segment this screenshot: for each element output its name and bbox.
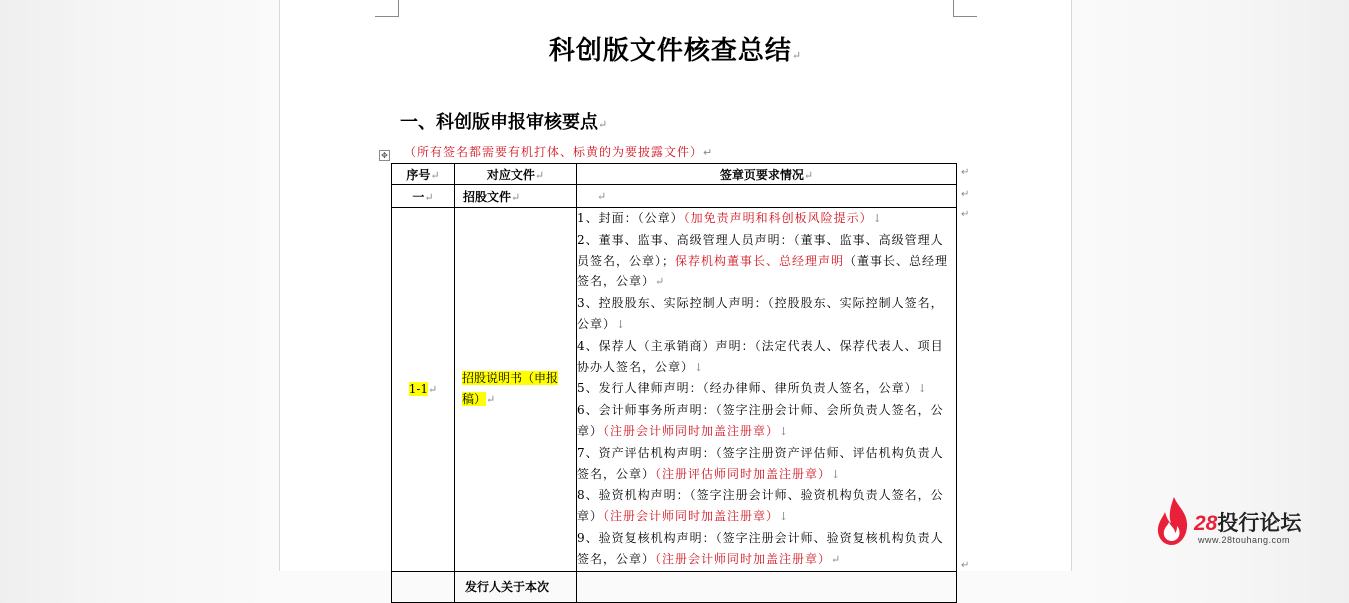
row-end-mark: ↵: [961, 189, 970, 200]
cell-section-no[interactable]: 一↵: [392, 185, 455, 208]
crop-mark-right: [953, 0, 977, 17]
requirement-item: 4、保荐人（主承销商）声明：（法定代表人、保荐代表人、项目协办人签名，公章）↓: [577, 338, 944, 374]
document-table[interactable]: [391, 163, 957, 603]
forum-watermark-logo: [1154, 495, 1334, 547]
header-cell-doc[interactable]: 对应文件↵: [455, 164, 577, 185]
cell-partial-doc[interactable]: 发行人关于本次: [455, 571, 577, 602]
table-row-partial: [392, 571, 957, 602]
requirement-item: 8、验资机构声明：（签字注册会计师、验资机构负责人签名，公章）（注册会计师同时加盖注册章）↓: [577, 488, 944, 524]
document-title[interactable]: 科创版文件核查总结↵: [548, 36, 803, 66]
section-heading[interactable]: 一、科创版申报审核要点↵: [400, 112, 608, 133]
row-end-mark: ↵: [961, 209, 970, 220]
header-cell-no[interactable]: 序号↵: [392, 164, 455, 185]
disclosure-note[interactable]: （所有签名都需要有机打体、标黄的为要披露文件）↵: [404, 145, 714, 159]
table-move-handle-icon[interactable]: ✥: [379, 150, 390, 161]
requirement-item: 5、发行人律师声明：（经办律师、律所负责人签名，公章）↓: [577, 381, 928, 396]
table-row-section: [392, 185, 957, 208]
forum-name: 28投行论坛: [1194, 512, 1302, 535]
cell-prospectus-no[interactable]: 1-1↵: [392, 208, 455, 572]
crop-mark-left: [375, 0, 399, 17]
document-page: [279, 0, 1072, 594]
requirement-item: 6、会计师事务所声明：（签字注册会计师、会所负责人签名，公章）（注册会计师同时加盖注册章）↓: [577, 403, 944, 438]
forum-url: www.28touhang.com: [1198, 535, 1291, 545]
cell-prospectus-doc[interactable]: 招股说明书（申报稿）↵: [455, 208, 577, 572]
flame-icon: [1154, 495, 1194, 547]
requirement-item: 7、资产评估机构声明：（签字注册资产评估师、评估机构负责人签名，公章）（注册评估师同时加盖注册章）↓: [577, 445, 944, 481]
row-end-mark: ↵: [961, 167, 970, 178]
table-row-prospectus: [392, 208, 957, 572]
requirement-item: 2、董事、监事、高级管理人员声明：（董事、监事、高级管理人员签名，公章）；保荐机构董事长、总经理声明（董事长、总经理签名，公章）↵: [577, 232, 949, 289]
requirement-item: 3、控股股东、实际控制人声明：（控股股东、实际控制人签名，公章）↓: [577, 296, 944, 331]
cell-section-doc[interactable]: 招股文件↵: [455, 185, 577, 208]
requirement-item: 9、验资复核机构声明：（签字注册会计师、验资复核机构负责人签名，公章）（注册会计师同时加盖注册章）↵: [577, 530, 944, 566]
header-cell-req[interactable]: 签章页要求情况↵: [577, 164, 957, 185]
cell-partial-req[interactable]: [577, 571, 957, 602]
cell-prospectus-requirements[interactable]: [577, 208, 957, 572]
table-header-row: [392, 164, 957, 185]
cell-partial-no[interactable]: [392, 571, 455, 602]
requirement-item: 1、封面：（公章）（加免责声明和科创板风险提示）↓: [577, 211, 883, 225]
row-end-mark: ↵: [961, 560, 970, 571]
cell-section-req[interactable]: ↵: [577, 185, 957, 208]
